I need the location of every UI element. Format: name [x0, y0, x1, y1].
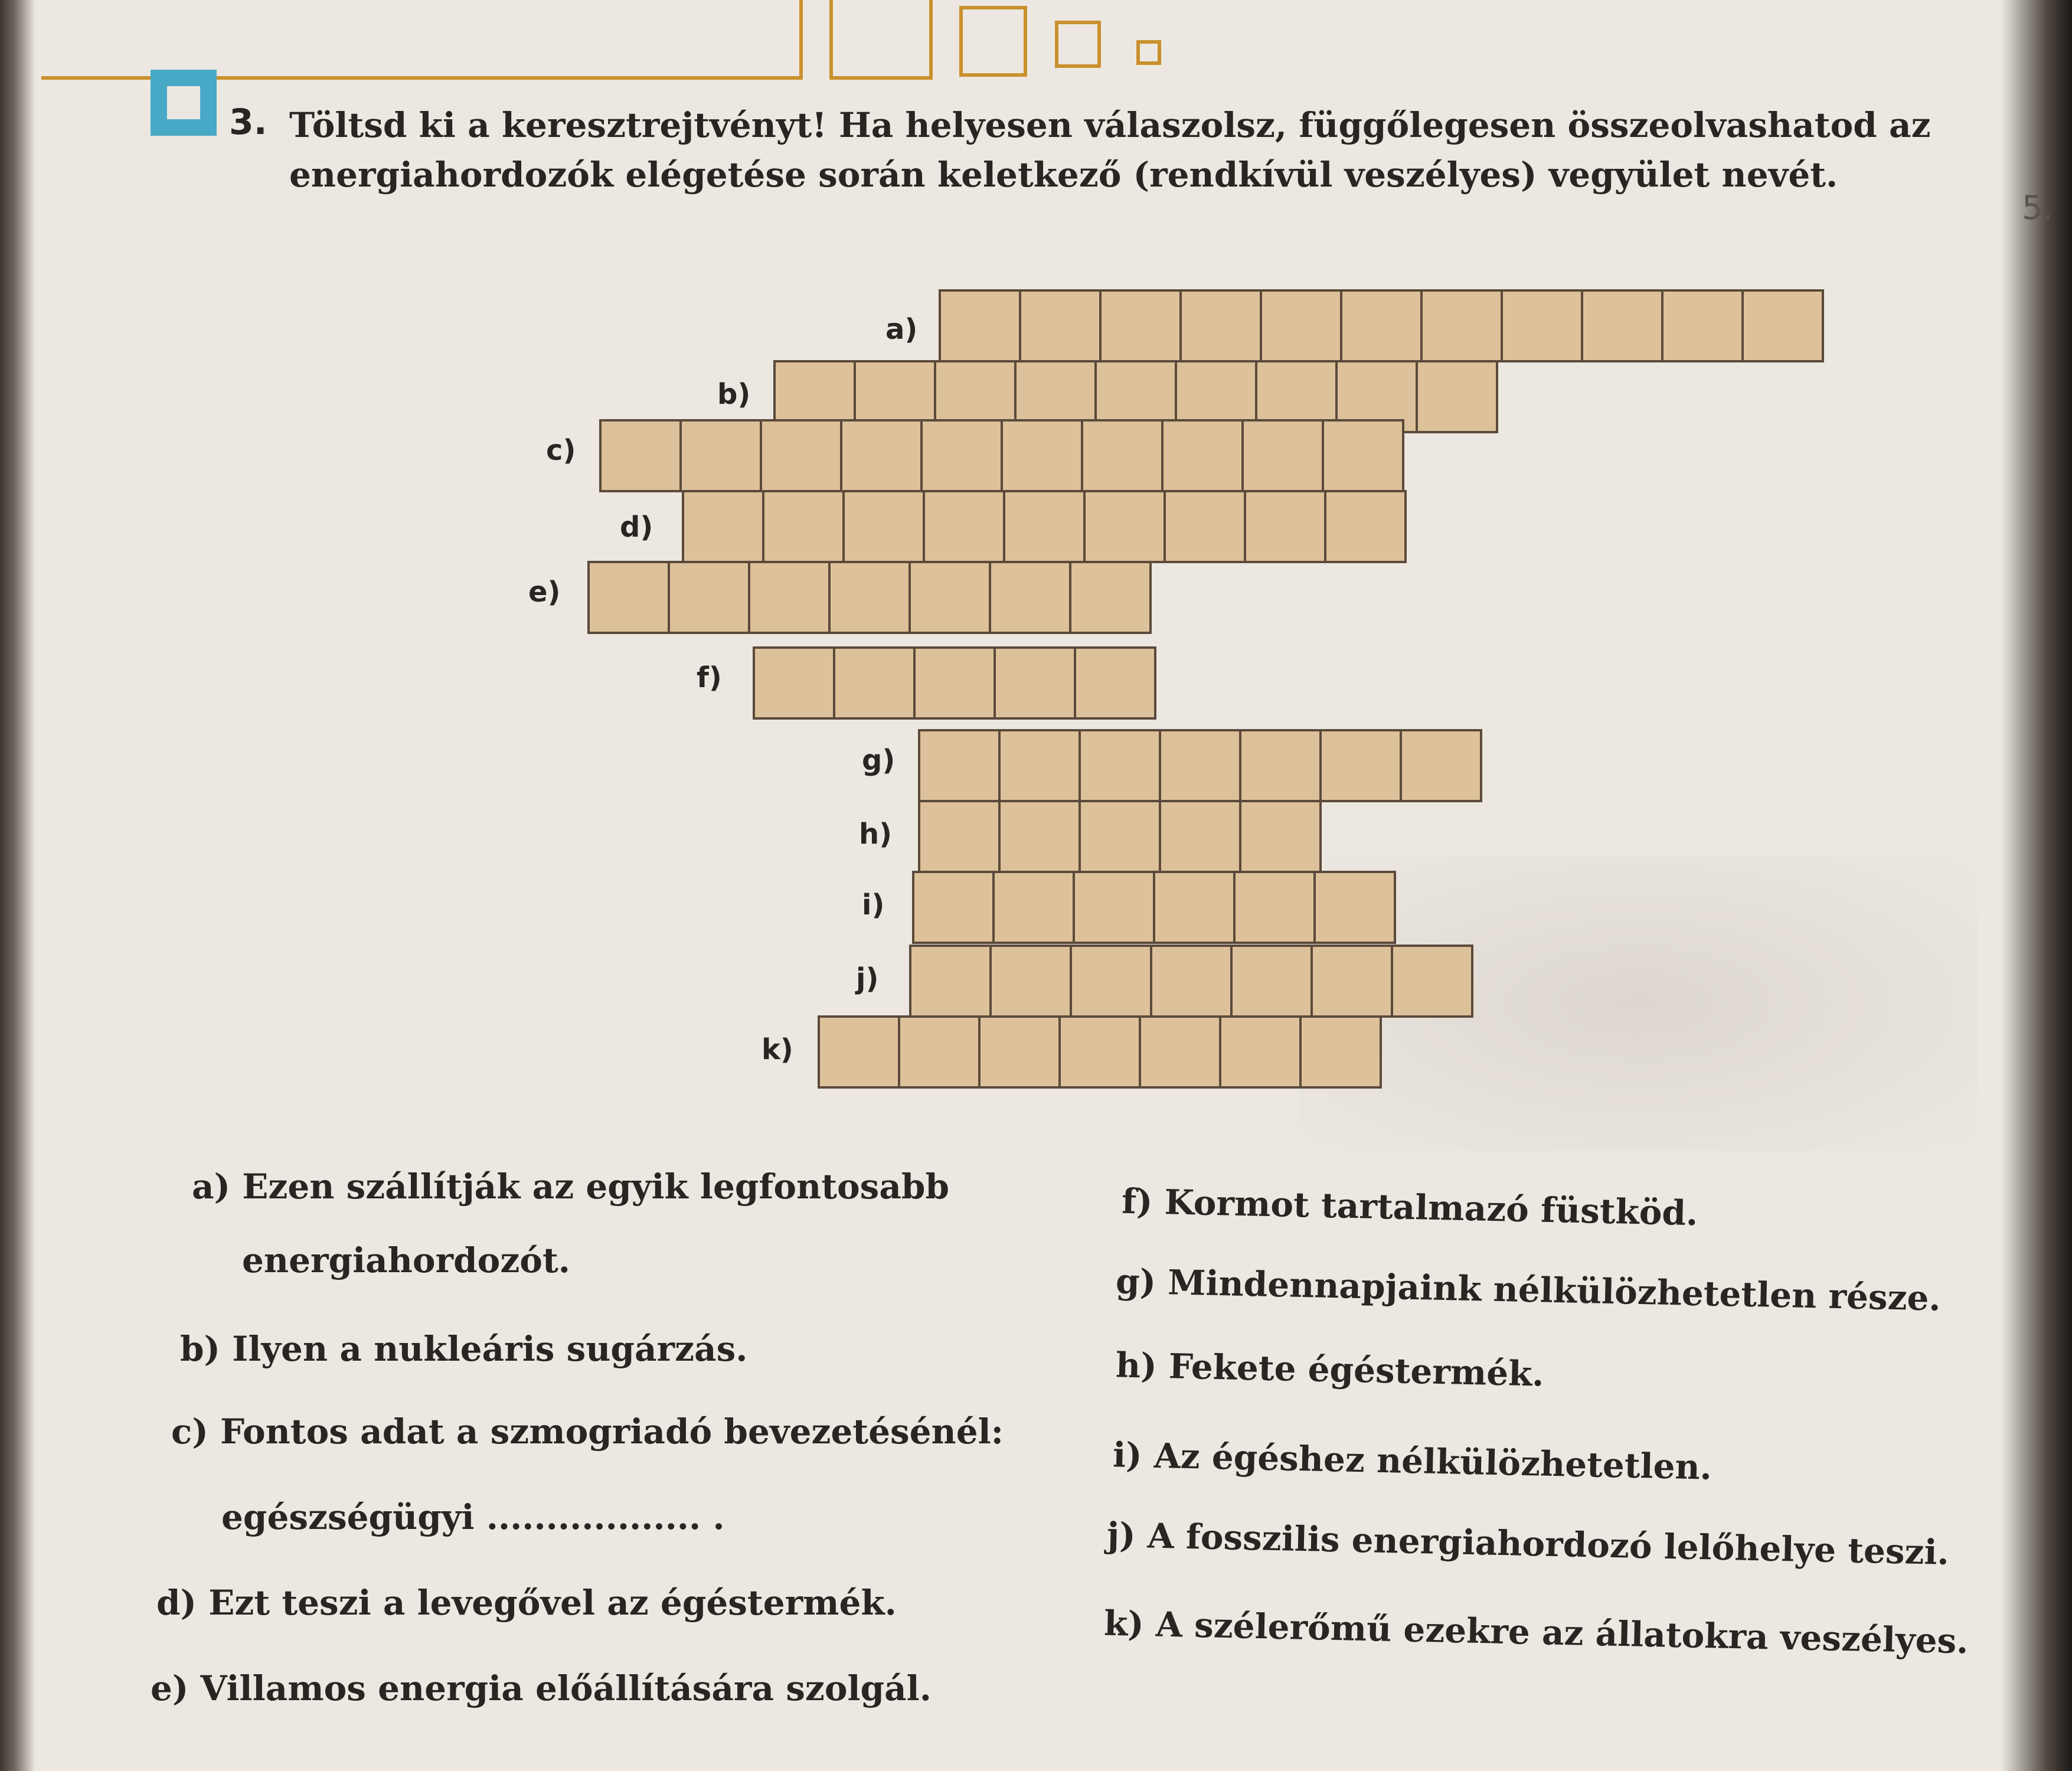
crossword-cell[interactable]: [1081, 419, 1164, 492]
crossword-row-i: [912, 871, 1394, 944]
crossword-cell[interactable]: [753, 646, 835, 720]
crossword-cell[interactable]: [1003, 490, 1086, 563]
crossword-cell[interactable]: [909, 945, 992, 1018]
clue-i: i) Az égéshez nélkülözhetetlen.: [1112, 1435, 1712, 1488]
row-label-b: b): [717, 378, 751, 411]
clue-d: d) Ezt teszi a levegővel az égéstermék.: [156, 1583, 897, 1623]
crossword-cell[interactable]: [939, 289, 1021, 362]
crossword-cell[interactable]: [840, 419, 923, 492]
clue-c-line1: c) Fontos adat a szmogriadó bevezetésénél:: [171, 1411, 1004, 1452]
next-exercise-number: 5.: [2022, 189, 2054, 227]
clue-c-line2: egészségügyi .................. .: [221, 1497, 725, 1537]
crossword-cell[interactable]: [599, 419, 682, 492]
crossword-cell[interactable]: [1083, 490, 1166, 563]
crossword-cell[interactable]: [1058, 1015, 1141, 1089]
crossword-cell[interactable]: [1164, 490, 1246, 563]
crossword-cell[interactable]: [760, 419, 842, 492]
clue-k: k) A szélerőmű ezekre az állatokra veszélyes.: [1103, 1603, 1969, 1662]
crossword-cell[interactable]: [998, 729, 1081, 802]
row-label-e: e): [528, 576, 561, 609]
crossword-cell[interactable]: [1233, 871, 1316, 944]
crossword-cell[interactable]: [682, 490, 764, 563]
crossword-cell[interactable]: [828, 561, 911, 634]
crossword-row-g: [918, 729, 1480, 802]
question-text: Töltsd ki a keresztrejtvényt! Ha helyesen válaszolsz, függőlegesen összeolvashatod az energiahordozók elégetése során keletkező (rendkívül veszélyes) vegyület nevét.: [289, 105, 1931, 195]
crossword-row-d: [682, 490, 1404, 563]
crossword-row-h: [918, 800, 1319, 873]
crossword-cell[interactable]: [1219, 1015, 1302, 1089]
crossword-cell[interactable]: [1079, 729, 1161, 802]
crossword-cell[interactable]: [1159, 800, 1241, 873]
crossword-cell[interactable]: [1070, 945, 1152, 1018]
crossword-cell[interactable]: [1324, 490, 1407, 563]
crossword-cell[interactable]: [1244, 490, 1326, 563]
crossword-cell[interactable]: [1139, 1015, 1221, 1089]
crossword-cell[interactable]: [1241, 419, 1324, 492]
clue-h: h) Fekete égéstermék.: [1115, 1345, 1545, 1394]
row-label-j: j): [856, 962, 879, 995]
crossword-cell[interactable]: [1079, 800, 1161, 873]
row-label-h: h): [859, 818, 893, 851]
crossword-cell[interactable]: [1161, 419, 1244, 492]
row-label-c: c): [546, 434, 576, 467]
crossword-cell[interactable]: [1661, 289, 1744, 362]
crossword-cell[interactable]: [989, 945, 1072, 1018]
clue-g: g) Mindennapjaink nélkülözhetetlen része.: [1115, 1261, 1942, 1319]
crossword-cell[interactable]: [748, 561, 831, 634]
row-label-g: g): [862, 744, 896, 777]
clue-j: j) A fosszilis energiahordozó lelőhelye teszi.: [1106, 1515, 1950, 1573]
row-label-d: d): [620, 511, 653, 544]
crossword-cell[interactable]: [1420, 289, 1503, 362]
crossword-row-f: [753, 646, 1154, 720]
clue-f: f) Kormot tartalmazó füstköd.: [1121, 1181, 1698, 1234]
crossword-cell[interactable]: [912, 871, 995, 944]
crossword-cell[interactable]: [898, 1015, 981, 1089]
crossword-cell[interactable]: [978, 1015, 1061, 1089]
crossword-cell[interactable]: [1150, 945, 1233, 1018]
crossword-row-c: [599, 419, 1402, 492]
crossword-cell[interactable]: [1391, 945, 1473, 1018]
crossword-cell[interactable]: [1416, 360, 1498, 433]
crossword-cell[interactable]: [923, 490, 1005, 563]
crossword-cell[interactable]: [762, 490, 845, 563]
crossword-cell[interactable]: [1069, 561, 1152, 634]
crossword-cell[interactable]: [1073, 871, 1155, 944]
row-label-f: f): [697, 661, 722, 694]
crossword-cell[interactable]: [1159, 729, 1241, 802]
crossword-cell[interactable]: [1230, 945, 1313, 1018]
row-label-k: k): [762, 1033, 793, 1066]
crossword-cell[interactable]: [1099, 289, 1182, 362]
crossword-cell[interactable]: [1001, 419, 1083, 492]
clue-b: b) Ilyen a nukleáris sugárzás.: [180, 1329, 748, 1369]
crossword-cell[interactable]: [913, 646, 996, 720]
crossword-cell[interactable]: [818, 1015, 900, 1089]
crossword-cell[interactable]: [833, 646, 916, 720]
crossword-cell[interactable]: [1239, 729, 1322, 802]
crossword-cell[interactable]: [908, 561, 991, 634]
question-number: 3.: [229, 102, 267, 143]
crossword-cell[interactable]: [918, 800, 1001, 873]
crossword-cell[interactable]: [992, 871, 1075, 944]
crossword-cell[interactable]: [1319, 729, 1402, 802]
crossword-cell[interactable]: [1581, 289, 1664, 362]
row-label-a: a): [885, 313, 918, 346]
crossword-cell[interactable]: [1239, 800, 1322, 873]
crossword-row-k: [818, 1015, 1380, 1089]
crossword-cell[interactable]: [679, 419, 762, 492]
crossword-cell[interactable]: [1074, 646, 1156, 720]
clue-a-line2: energiahordozót.: [242, 1240, 570, 1280]
row-label-i: i): [862, 888, 885, 922]
crossword-cell[interactable]: [587, 561, 670, 634]
crossword-cell[interactable]: [1313, 871, 1396, 944]
crossword-cell[interactable]: [1019, 289, 1102, 362]
crossword-cell[interactable]: [842, 490, 925, 563]
crossword-cell[interactable]: [1310, 945, 1393, 1018]
clue-a-line1: a) Ezen szállítják az egyik legfontosabb: [192, 1166, 950, 1207]
crossword-cell[interactable]: [1153, 871, 1236, 944]
crossword-cell[interactable]: [1179, 289, 1262, 362]
crossword-row-e: [587, 561, 1149, 634]
crossword-row-a: [939, 289, 1822, 362]
crossword-cell[interactable]: [920, 419, 1003, 492]
clue-e: e) Villamos energia előállítására szolgál.: [151, 1668, 932, 1708]
crossword-cell[interactable]: [1322, 419, 1404, 492]
crossword-cell[interactable]: [1340, 289, 1423, 362]
crossword-cell[interactable]: [1400, 729, 1482, 802]
crossword-row-j: [909, 945, 1471, 1018]
crossword-cell[interactable]: [1741, 289, 1824, 362]
crossword-cell[interactable]: [918, 729, 1001, 802]
crossword-cell[interactable]: [993, 646, 1076, 720]
crossword-cell[interactable]: [1299, 1015, 1382, 1089]
crossword-cell[interactable]: [1501, 289, 1583, 362]
crossword-cell[interactable]: [989, 561, 1071, 634]
crossword-cell[interactable]: [998, 800, 1081, 873]
crossword-cell[interactable]: [668, 561, 750, 634]
crossword-cell[interactable]: [1260, 289, 1342, 362]
